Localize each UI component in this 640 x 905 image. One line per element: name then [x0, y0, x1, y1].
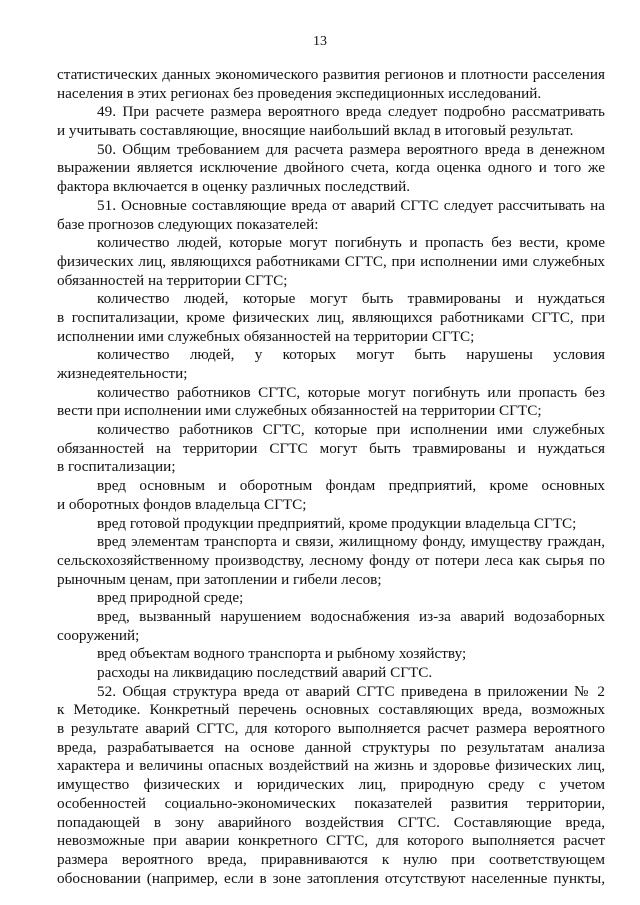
text-line: особенностей социально-экономических показателей развития территории,: [57, 794, 605, 812]
text-line: в госпитализации, кроме физических лиц, являющихся работниками СГТС, при: [57, 308, 605, 326]
text-line: обязанностей на территории СГТС;: [57, 271, 288, 289]
text-line: 50. Общим требованием для расчета размера вероятного вреда в денежном: [97, 140, 605, 158]
text-line: вред, вызванный нарушением водоснабжения из-за аварий водозаборных: [97, 607, 605, 625]
page-number: 13: [313, 34, 327, 49]
text-line: вред готовой продукции предприятий, кроме продукции владельца СГТС;: [97, 514, 577, 532]
text-line: базе прогнозов следующих показателей:: [57, 215, 319, 233]
text-line: обязанностей на территории СГТС могут быть травмированы и нуждаться: [57, 439, 605, 457]
text-line: количество людей, которые могут быть травмированы и нуждаться: [97, 290, 605, 308]
text-line: вред основным и оборотным фондам предприятий, кроме основных: [97, 477, 605, 495]
text-line: характера и величины опасных воздействий на жизнь и здоровье физических лиц,: [57, 757, 605, 775]
text-line: вреда, разрабатывается на основе данной структуры по результатам анализа: [57, 738, 605, 756]
text-line: населения в этих регионах без проведения экспедиционных исследований.: [57, 84, 542, 102]
text-line: вред природной среде;: [97, 589, 244, 607]
text-line: сельскохозяйственному производству, лесному фонду от потери леса как сырья по: [57, 551, 605, 569]
text-line: вред объектам водного транспорта и рыбному хозяйству;: [97, 645, 467, 663]
text-line: 51. Основные составляющие вреда от аварий СГТС следует рассчитывать на: [97, 196, 605, 214]
text-line: расходы на ликвидацию последствий аварий СГТС.: [97, 664, 433, 681]
text-line: количество людей, у которых могут быть нарушены условия: [97, 346, 605, 364]
text-line: 49. При расчете размера вероятного вреда следует подробно рассматривать: [97, 103, 605, 121]
text-line: фактора включается в оценку различных последствий.: [57, 178, 411, 196]
text-line: имущество физических и юридических лиц, природную среду с учетом: [57, 776, 605, 794]
text-line: к Методике. Конкретный перечень основных составляющих вреда, возможных: [57, 701, 605, 719]
text-line: 52. Общая структура вреда от аварий СГТС приведена в приложении № 2: [97, 682, 605, 700]
text-line: размера вероятного вреда, приравниваются к нулю при соответствующем: [57, 850, 605, 868]
document-body: [57, 66, 605, 888]
text-line: вред элементам транспорта и связи, жилищному фонду, имуществу граждан,: [97, 533, 605, 551]
text-line: количество людей, которые могут погибнуть и пропасть без вести, кроме: [97, 234, 605, 252]
text-line: физических лиц, являющихся работниками СГТС, при исполнении ими служебных: [57, 252, 605, 270]
text-line: статистических данных экономического развития регионов и плотности расселения: [57, 66, 605, 83]
text-line: выражении является исключение двойного счета, когда оценка одного и того же: [57, 159, 605, 177]
text-line: вести при исполнении ими служебных обязанностей на территории СГТС;: [57, 402, 542, 420]
text-line: жизнедеятельности;: [57, 365, 188, 382]
text-line: обосновании (например, если в зоне затопления отсутствуют населенные пункты,: [57, 869, 605, 887]
text-line: попадающей в зону аварийного воздействия СГТС. Составляющие вреда,: [57, 813, 605, 831]
text-line: невозможные при аварии конкретного СГТС, для которого выполняется расчет: [57, 832, 605, 850]
text-line: в госпитализации;: [57, 458, 176, 476]
text-line: исполнении ими служебных обязанностей на территории СГТС;: [57, 327, 475, 345]
text-line: количество работников СГТС, которые при исполнении ими служебных: [97, 421, 605, 439]
text-line: и оборотных фондов владельца СГТС;: [57, 495, 307, 513]
text-line: сооружений;: [57, 626, 140, 644]
text-line: рыночным ценам, при затоплении и гибели лесов;: [57, 570, 382, 588]
text-line: в результате аварий СГТС, для которого выполняется расчет размера вероятного: [57, 720, 605, 738]
text-line: количество работников СГТС, которые могут погибнуть или пропасть без: [97, 383, 605, 401]
text-line: и учитывать составляющие, вносящие наибольший вклад в итоговый результат.: [57, 122, 574, 140]
